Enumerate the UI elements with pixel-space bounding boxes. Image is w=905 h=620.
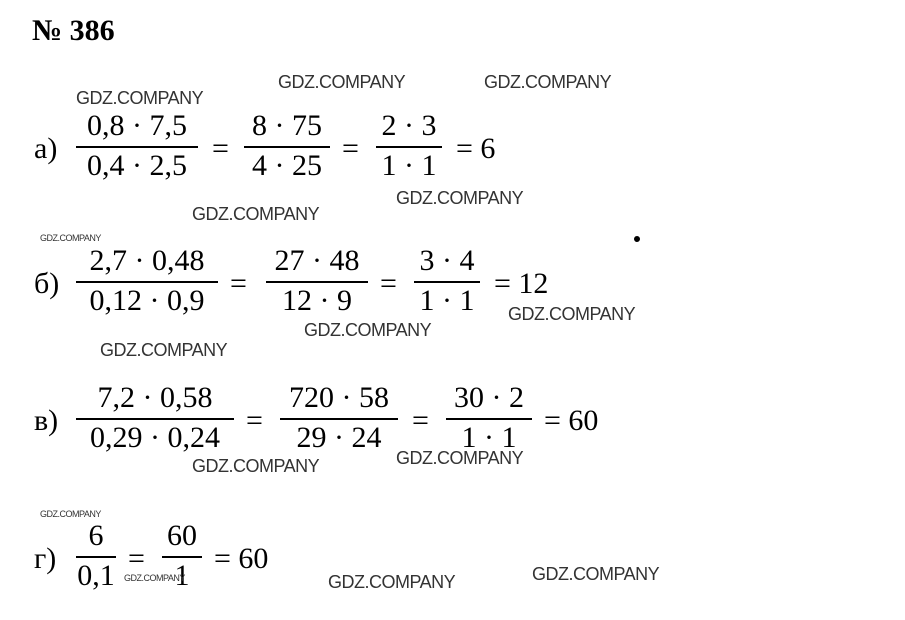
fraction [280,380,398,456]
denominator: 1 · 1 [419,284,475,317]
watermark: GDZ.COMPANY [304,320,432,340]
result: = 60 [214,542,269,575]
numerator: 60 [167,519,197,552]
numerator: 6 [88,519,104,552]
result: = 60 [544,404,599,437]
result: = 12 [494,267,549,300]
watermark: GDZ.COMPANY [278,72,406,92]
equals-sign: = [230,267,247,300]
watermark: GDZ.COMPANY [124,573,185,583]
problem-a [0,108,905,198]
fraction [244,108,330,184]
equals-sign: = [246,404,263,437]
problem-b [0,243,905,333]
fraction [76,108,198,184]
watermark: GDZ.COMPANY [100,340,228,360]
equals-sign: = [380,267,397,300]
denominator: 1 · 1 [381,149,437,182]
fraction [76,380,234,456]
equals-sign: = [212,132,229,165]
watermark: GDZ.COMPANY [396,188,524,208]
denominator: 0,1 [77,559,115,592]
equals-sign: = [412,404,429,437]
denominator: 29 · 24 [296,421,382,454]
equals-sign: = [128,542,145,575]
numerator: 30 · 2 [454,381,524,414]
denominator: 1 · 1 [461,421,517,454]
denominator: 1 [174,559,190,592]
denominator: 0,29 · 0,24 [90,421,220,454]
numerator: 2 · 3 [381,109,437,142]
watermark: GDZ.COMPANY [40,233,101,243]
problem-label: а) [34,132,58,165]
fraction [76,243,218,319]
fraction [446,380,532,456]
numerator: 7,2 · 0,58 [97,381,213,414]
problem-d [0,518,905,608]
watermark: GDZ.COMPANY [396,448,524,468]
numerator: 8 · 75 [252,109,322,142]
watermark: GDZ.COMPANY [508,304,636,324]
numerator: 2,7 · 0,48 [89,244,205,277]
result: = 6 [456,132,496,165]
fraction [376,108,442,184]
fraction [414,243,480,319]
denominator: 0,4 · 2,5 [87,149,187,182]
denominator: 0,12 · 0,9 [89,284,205,317]
numerator: 27 · 48 [274,244,360,277]
denominator: 4 · 25 [252,149,322,182]
problem-number-title: № 386 [32,14,115,47]
watermark: GDZ.COMPANY [328,572,456,592]
problem-label: г) [34,542,57,575]
watermark: GDZ.COMPANY [76,88,204,108]
numerator: 0,8 · 7,5 [87,109,187,142]
fraction [266,243,368,319]
problem-label: в) [34,404,59,437]
fraction [76,518,116,594]
numerator: 720 · 58 [289,381,389,414]
equals-sign: = [342,132,359,165]
watermark: GDZ.COMPANY [40,509,101,519]
numerator: 3 · 4 [419,244,475,277]
problem-label: б) [34,267,60,300]
watermark: GDZ.COMPANY [484,72,612,92]
dot [634,236,640,242]
denominator: 12 · 9 [282,284,352,317]
watermark: GDZ.COMPANY [192,456,320,476]
watermark: GDZ.COMPANY [532,564,660,584]
watermark: GDZ.COMPANY [192,204,320,224]
